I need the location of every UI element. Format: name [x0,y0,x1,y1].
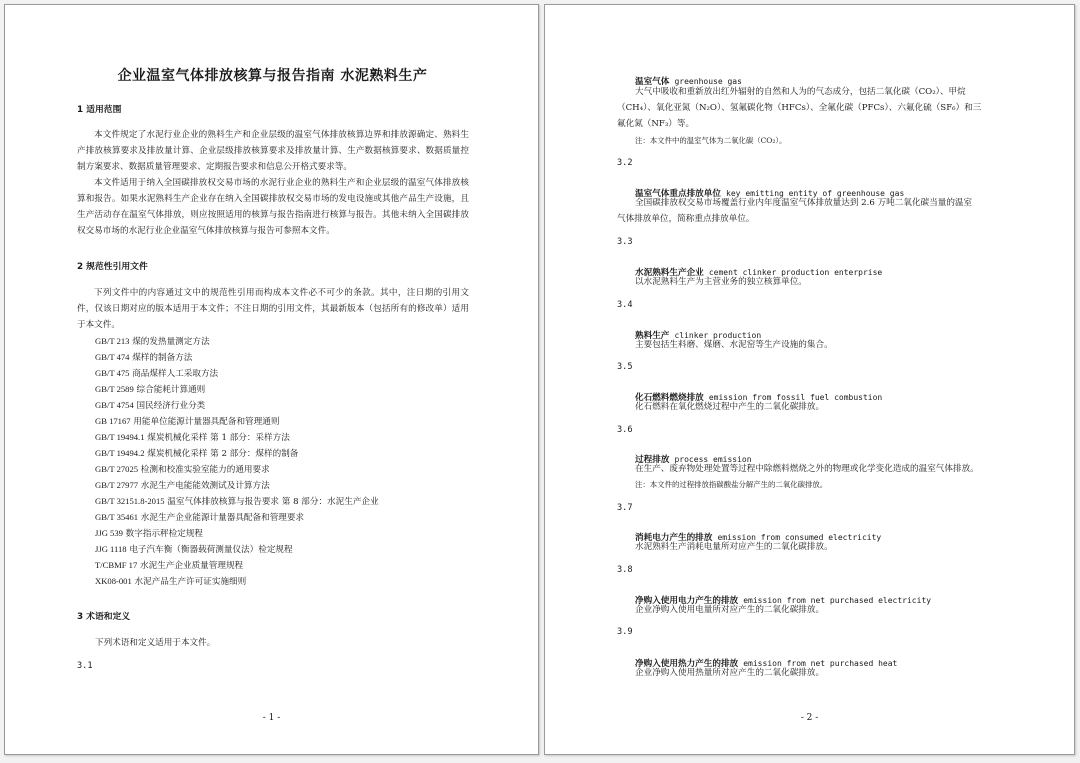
reference-item: GB/T 2589 综合能耗计算通则 [95,384,206,395]
term-3-1-definition-line-2: （CH₄）、氧化亚氮（N₂O）、氢氟碳化物（HFCs）、全氟化碳（PFCs）、六氟化硫（SF₆）和三 [617,103,982,113]
term-3-6-chinese: 过程排放 [635,455,670,465]
document-page-2 [544,4,1075,755]
clause-number-3-4: 3.4 [617,300,633,310]
term-3-9-english: emission from net purchased heat [743,659,898,668]
clause-number-3-2: 3.2 [617,158,633,168]
term-3-3-chinese: 水泥熟料生产企业 [635,268,704,278]
reference-item: GB/T 4754 国民经济行业分类 [95,400,206,411]
term-3-3-english: cement clinker production enterprise [708,268,883,277]
term-3-5-chinese: 化石燃料燃烧排放 [635,393,704,403]
term-3-8-english: emission from net purchased electricity [743,596,932,605]
clause-number-3-9: 3.9 [617,627,633,637]
clause-number-3-8: 3.8 [617,565,633,575]
term-3-4-definition: 主要包括生料磨、煤磨、水泥窑等生产设施的集合。 [635,340,833,350]
reference-item: GB/T 27025 检测和校准实验室能力的通用要求 [95,464,270,475]
reference-item: GB 17167 用能单位能源计量器具配备和管理通则 [95,416,280,427]
section-1-paragraph-2: 本文件适用于纳入全国碳排放权交易市场的水泥行业企业的熟料生产和企业层级的温室气体排放核算和报告。如果水泥熟料生产企业存在纳入全国碳排放权交易市场的发电设施或其他产品生产设施，且生产活动存在温室气体排放，则应按照适用的核算与报告指南进行核算与报告。其他未纳入全国碳排放权交易市场的水泥行业企业温室气体排放核算与报告可参照本文件。 [77,178,469,236]
reference-item: GB/T 213 煤的发热量测定方法 [95,336,210,347]
term-3-6-definition: 在生产、废弃物处理处置等过程中除燃料燃烧之外的物理或化学变化造成的温室气体排放。 [635,464,979,474]
term-3-3-definition: 以水泥熟料生产为主营业务的独立核算单位。 [635,277,807,287]
term-3-1-definition-line-3: 氟化氮（NF₃）等。 [617,119,695,129]
section-2-heading: 2 规范性引用文件 [77,262,148,272]
term-3-1-definition-line-1: 大气中吸收和重新放出红外辐射的自然和人为的气态成分，包括二氧化碳（CO₂）、甲烷 [635,87,966,97]
reference-item: GB/T 27977 水泥生产电能能效测试及计算方法 [95,480,270,491]
term-3-9-chinese: 净购入使用热力产生的排放 [635,659,739,669]
section-1-heading: 1 适用范围 [77,105,122,115]
term-3-6-english: process emission [674,455,752,464]
clause-number-3-7: 3.7 [617,503,633,513]
term-3-1-note: 注：本文件中的温室气体为二氧化碳（CO₂）。 [635,136,787,145]
term-3-5-definition: 化石燃料在氧化燃烧过程中产生的二氧化碳排放。 [635,402,825,412]
term-3-2-definition-line-1: 全国碳排放权交易市场覆盖行业内年度温室气体排放量达到 2.6 万吨二氧化碳当量的温室 [635,198,973,208]
clause-number-3-6: 3.6 [617,425,633,435]
reference-item: JJG 1118 电子汽车衡（衡器载荷测量仪法）检定规程 [95,544,293,555]
document-title: 企业温室气体排放核算与报告指南 水泥熟料生产 [117,68,428,84]
term-3-8-chinese: 净购入使用电力产生的排放 [635,596,739,606]
term-3-6-note: 注：本文件的过程排放指碳酸盐分解产生的二氧化碳排放。 [635,480,828,489]
section-3-heading: 3 术语和定义 [77,612,131,622]
term-3-1-chinese: 温室气体 [635,77,670,87]
document-page-1 [4,4,539,755]
reference-item: GB/T 35461 水泥生产企业能源计量器具配备和管理要求 [95,512,305,523]
section-1-paragraph-1: 本文件规定了水泥行业企业的熟料生产和企业层级的温室气体排放核算边界和排放源确定、熟料生产排放核算要求及排放量计算、企业层级排放核算要求及排放量计算、生产数据核算要求、数据质量控制方案要求、数据质量管理要求、定期报告要求和信息公开格式要求等。 [77,130,469,172]
term-3-4-english: clinker production [674,331,762,340]
reference-item: GB/T 474 煤样的制备方法 [95,352,193,363]
term-3-5-english: emission from fossil fuel combustion [708,393,883,402]
term-3-2-chinese: 温室气体重点排放单位 [635,189,721,199]
section-2-paragraph-1: 下列文件中的内容通过文中的规范性引用而构成本文件必不可少的条款。其中，注日期的引用文件，仅该日期对应的版本适用于本文件；不注日期的引用文件，其最新版本（包括所有的修改单）适用于本文件。 [77,288,469,330]
term-3-2-definition-line-2: 气体排放单位，简称重点排放单位。 [617,214,755,224]
reference-item: XK08-001 水泥产品生产许可证实施细则 [95,576,247,587]
term-3-7-english: emission from consumed electricity [717,533,882,542]
page-number: - 1 - [262,713,281,723]
reference-item: T/CBMF 17 水泥生产企业质量管理规程 [95,560,244,571]
term-3-1-english: greenhouse gas [674,77,742,86]
clause-number-3-1: 3.1 [77,661,93,671]
term-3-9-definition: 企业净购入使用热量所对应产生的二氧化碳排放。 [635,668,825,678]
reference-item: JJG 539 数字指示秤检定规程 [95,528,204,539]
section-3-paragraph-1: 下列术语和定义适用于本文件。 [95,638,216,648]
clause-number-3-5: 3.5 [617,362,633,372]
term-3-8-definition: 企业净购入使用电量所对应产生的二氧化碳排放。 [635,605,825,615]
term-3-4-chinese: 熟料生产 [635,331,670,341]
term-3-2-english: key emitting entity of greenhouse gas [726,189,905,198]
reference-item: GB/T 19494.1 煤炭机械化采样 第 1 部分：采样方法 [95,432,290,443]
reference-item: GB/T 19494.2 煤炭机械化采样 第 2 部分：煤样的制备 [95,448,299,459]
term-3-7-chinese: 消耗电力产生的排放 [635,533,713,543]
reference-item: GB/T 475 商品煤样人工采取方法 [95,368,219,379]
clause-number-3-3: 3.3 [617,237,633,247]
reference-item: GB/T 32151.8-2015 温室气体排放核算与报告要求 第 8 部分：水泥生产企业 [95,496,379,507]
term-3-7-definition: 水泥熟料生产消耗电量所对应产生的二氧化碳排放。 [635,542,833,552]
page-number: - 2 - [800,713,819,723]
